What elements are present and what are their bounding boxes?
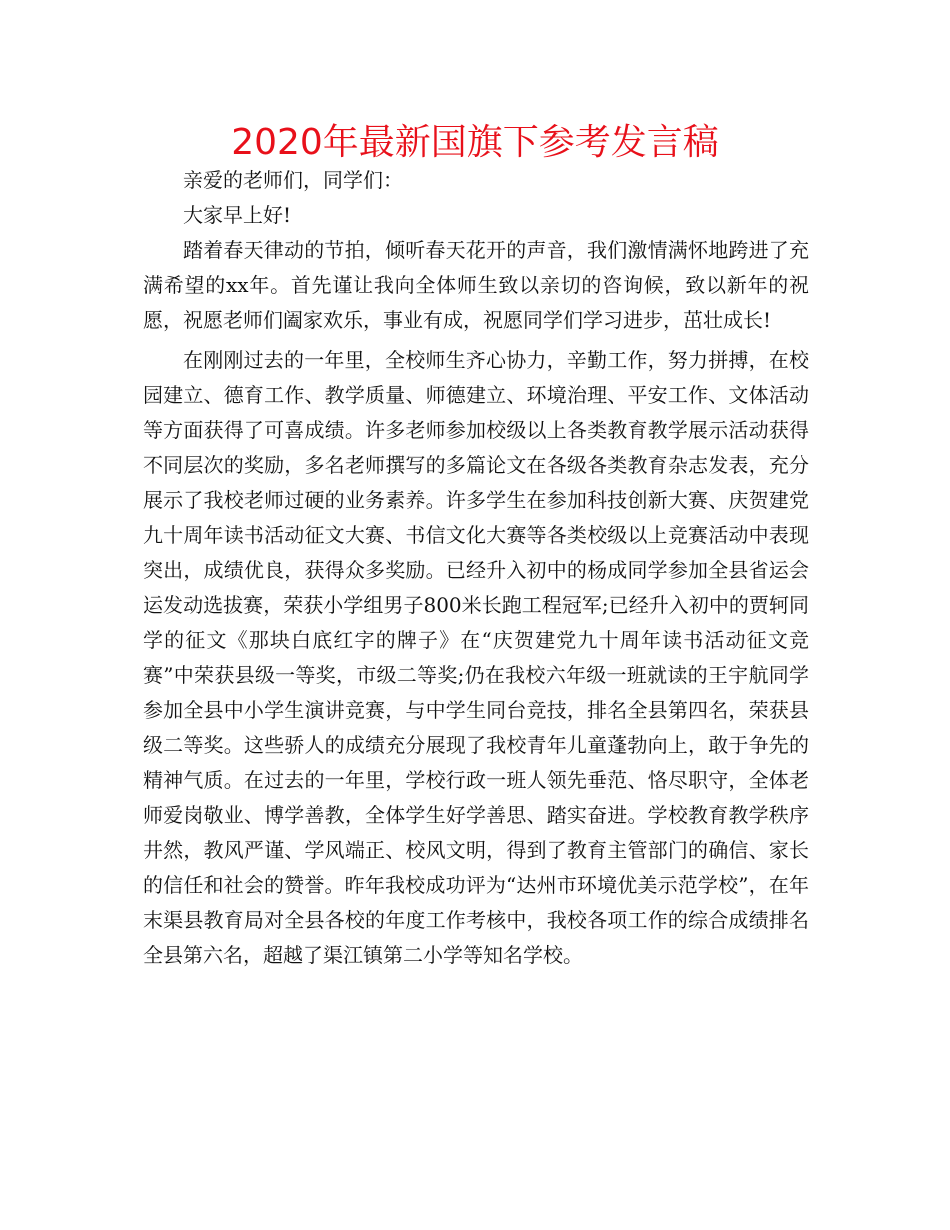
salutation-paragraph: 亲爱的老师们，同学们：	[183, 168, 403, 192]
document-body	[143, 163, 809, 973]
opening-paragraph: 踏着春天律动的节拍，倾听春天花开的声音，我们激情满怀地跨进了充满希望的xx年。首先谨让我向全体师生致以亲切的咨询候，致以新年的祝愿，祝愿老师们阖家欢乐，事业有成，祝愿同学们学习进步，茁壮成长!	[143, 238, 809, 332]
document-title: 2020年最新国旗下参考发言稿	[231, 122, 719, 163]
greeting-paragraph: 大家早上好!	[183, 203, 292, 227]
achievements-paragraph: 在刚刚过去的一年里，全校师生齐心协力，辛勤工作，努力拼搏，在校园建立、德育工作、教学质量、师德建立、环境治理、平安工作、文体活动等方面获得了可喜成绩。许多老师参加校级以上各类教育教学展示活动获得不同层次的奖励，多名老师撰写的多篇论文在各级各类教育杂志发表，充分展示了我校老师过硬的业务素养。许多学生在参加科技创新大赛、庆贺建党九十周年读书活动征文大赛、书信文化大赛等各类校级以上竞赛活动中表现突出，成绩优良，获得众多奖励。已经升入初中的杨成同学参加全县省运会运发动选拔赛，荣获小学组男子800米长跑工程冠军;已经升入初中的贾轲同学的征文《那块白底红字的牌子》在“庆贺建党九十周年读书活动征文竞赛”中荣获县级一等奖，市级二等奖;仍在我校六年级一班就读的王宇航同学参加全县中小学生演讲竞赛，与中学生同台竞技，排名全县第四名，荣获县级二等奖。这些骄人的成绩充分展现了我校青年儿童蓬勃向上，敢于争先的精神气质。在过去的一年里，学校行政一班人领先垂范、恪尽职守，全体老师爱岗敬业、博学善教，全体学生好学善思、踏实奋进。学校教育教学秩序井然，教风严谨、学风端正、校风文明，得到了教育主管部门的确信、家长的信任和社会的赞誉。昨年我校成功评为“达州市环境优美示范学校”，在年末渠县教育局对全县各校的年度工作考核中，我校各项工作的综合成绩排名全县第六名，超越了渠江镇第二小学等知名学校。	[143, 348, 809, 967]
